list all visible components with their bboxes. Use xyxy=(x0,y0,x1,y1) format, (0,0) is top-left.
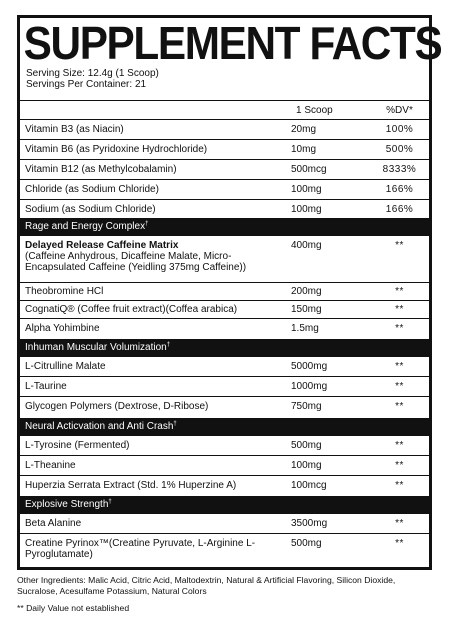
ingredient-amount: 750mg xyxy=(291,401,322,412)
table-row xyxy=(20,476,429,496)
table-row xyxy=(20,456,429,476)
servings-per-container: Servings Per Container: 21 xyxy=(26,79,147,90)
table-row xyxy=(20,160,429,180)
ingredient-amount: 3500mg xyxy=(291,518,328,529)
ingredient-dv: ** xyxy=(395,240,404,251)
amount-column-header: 1 Scoop xyxy=(296,105,333,116)
dv-column-header: %DV* xyxy=(386,105,413,116)
table-row xyxy=(20,514,429,534)
section-dagger: † xyxy=(108,499,112,505)
section-title: Neural Acticvation and Anti Crash xyxy=(25,421,174,432)
section-dagger: † xyxy=(166,342,171,348)
table-row xyxy=(20,436,429,456)
section-title: Inhuman Muscular Volumization xyxy=(25,342,167,353)
serving-size: Serving Size: 12.4g (1 Scoop) xyxy=(26,68,159,79)
ingredient-amount: 500mg xyxy=(291,538,322,549)
nutrient-name: Vitamin B3 (as Niacin) xyxy=(25,124,124,135)
section-header-rage-energy xyxy=(20,218,429,236)
ingredient-name: Creatine Pyrinox™(Creatine Pyruvate, L-Arginine L-Pyroglutamate) xyxy=(25,538,256,560)
ingredient-name: Glycogen Polymers (Dextrose, D-Ribose) xyxy=(25,401,209,412)
other-ingredients: Other Ingredients: Malic Acid, Citric Acid, Maltodextrin, Natural & Artificial Flavoring, Silicon Dioxide, Sucralose, Acesulfame Potassium, Natural Colors xyxy=(17,575,396,596)
ingredient-dv: ** xyxy=(395,286,404,297)
nutrient-dv: 166% xyxy=(385,184,414,195)
ingredient-amount: 100mcg xyxy=(291,480,327,491)
table-row xyxy=(20,283,429,301)
nutrient-name: Chloride (as Sodium Chloride) xyxy=(25,184,159,195)
section-dagger: † xyxy=(173,421,177,427)
nutrient-name: Vitamin B12 (as Methylcobalamin) xyxy=(25,164,177,175)
ingredient-name: L-Taurine xyxy=(25,381,67,392)
table-row xyxy=(20,301,429,319)
ingredient-title: Delayed Release Caffeine Matrix xyxy=(25,240,179,251)
section-header-explosive-strength xyxy=(20,496,429,514)
section-header-muscular-volumization xyxy=(20,339,429,357)
section-title: Rage and Energy Complex xyxy=(25,221,146,232)
section-header-neural-activation xyxy=(20,418,429,436)
table-row xyxy=(20,140,429,160)
ingredient-name: L-Citrulline Malate xyxy=(25,361,106,372)
table-row xyxy=(20,357,429,377)
ingredient-name: Beta Alanine xyxy=(25,518,82,529)
ingredient-detail: (Caffeine Anhydrous, Dicaffeine Malate, Micro-Encapsulated Caffeine (Yeidling 375mg Caffeine)) xyxy=(25,251,247,273)
ingredient-amount: 400mg xyxy=(291,240,322,251)
table-row xyxy=(20,397,429,418)
table-row xyxy=(20,377,429,397)
nutrient-amount: 500mcg xyxy=(291,164,327,175)
nutrient-name: Vitamin B6 (as Pyridoxine Hydrochloride) xyxy=(25,144,208,155)
ingredient-dv: ** xyxy=(395,460,404,471)
nutrient-dv: 8333% xyxy=(382,164,417,175)
section-dagger: † xyxy=(145,221,149,227)
ingredient-dv: ** xyxy=(395,323,404,334)
ingredient-name: L-Theanine xyxy=(25,460,76,471)
ingredient-dv: ** xyxy=(395,361,404,372)
ingredient-name: CognatiQ® (Coffee fruit extract)(Coffea arabica) xyxy=(25,304,238,315)
table-row xyxy=(20,200,429,218)
table-row xyxy=(20,534,429,567)
ingredient-amount: 500mg xyxy=(291,440,322,451)
nutrient-amount: 10mg xyxy=(291,144,317,155)
ingredient-name: L-Tyrosine (Fermented) xyxy=(25,440,130,451)
ingredient-name xyxy=(25,240,287,273)
supplement-facts-panel xyxy=(17,15,442,570)
nutrient-amount: 100mg xyxy=(291,204,322,215)
table-row xyxy=(20,120,429,140)
ingredient-amount: 1000mg xyxy=(291,381,328,392)
nutrient-dv: 166% xyxy=(385,204,414,215)
ingredient-name: Theobromine HCl xyxy=(25,286,104,297)
ingredient-amount: 150mg xyxy=(291,304,322,315)
ingredient-dv: ** xyxy=(395,480,404,491)
ingredient-dv: ** xyxy=(395,538,404,549)
ingredient-amount: 1.5mg xyxy=(291,323,319,334)
dv-footnote: ** Daily Value not established xyxy=(17,603,130,613)
ingredient-dv: ** xyxy=(395,381,404,392)
table-header xyxy=(20,100,429,120)
ingredient-name: Alpha Yohimbine xyxy=(25,323,100,334)
ingredient-dv: ** xyxy=(395,518,404,529)
panel-title: SUPPLEMENT FACTS xyxy=(23,17,442,69)
section-title: Explosive Strength xyxy=(25,499,109,510)
nutrient-dv: 500% xyxy=(385,144,414,155)
nutrient-amount: 20mg xyxy=(291,124,317,135)
ingredient-dv: ** xyxy=(395,440,404,451)
ingredient-amount: 5000mg xyxy=(291,361,328,372)
ingredient-amount: 100mg xyxy=(291,460,322,471)
table-row xyxy=(20,180,429,200)
ingredient-dv: ** xyxy=(395,401,404,412)
ingredient-amount: 200mg xyxy=(291,286,322,297)
nutrient-name: Sodium (as Sodium Chloride) xyxy=(25,204,156,215)
nutrient-amount: 100mg xyxy=(291,184,322,195)
table-row xyxy=(20,319,429,339)
ingredient-name: Huperzia Serrata Extract (Std. 1% Huperzine A) xyxy=(25,480,237,491)
nutrient-dv: 100% xyxy=(385,124,414,135)
table-row xyxy=(20,236,429,283)
ingredient-dv: ** xyxy=(395,304,404,315)
